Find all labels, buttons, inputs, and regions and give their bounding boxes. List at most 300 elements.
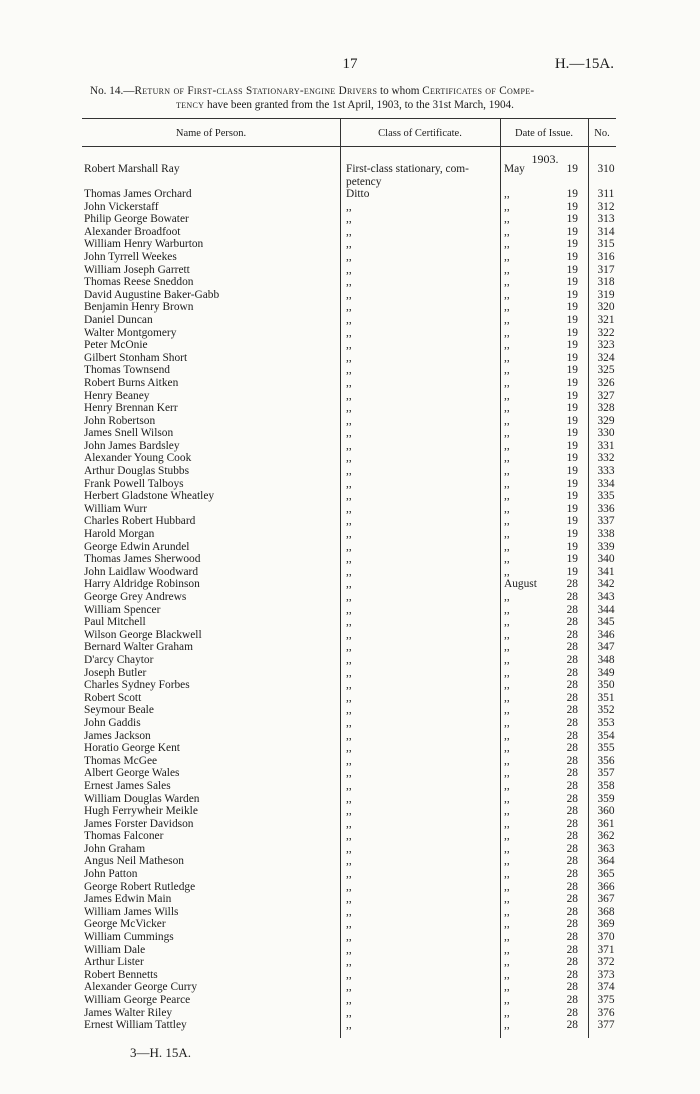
person-name: James Edwin Main: [84, 893, 172, 906]
table-row: [84, 969, 624, 982]
heading-prefix: No. 14.—: [90, 85, 135, 97]
issue-day: 19: [566, 213, 578, 226]
table-body: [84, 163, 624, 1032]
issue-month: ,,: [504, 288, 510, 301]
issue-day: 19: [566, 225, 578, 238]
issue-day: 28: [566, 729, 578, 742]
issue-day: 28: [566, 1006, 578, 1019]
certificate-number: 318: [597, 276, 615, 289]
issue-day: 19: [566, 238, 578, 251]
certificate-class: ,,: [346, 591, 352, 603]
table-row: [84, 692, 624, 705]
certificate-number: 353: [597, 716, 615, 729]
issue-day: 28: [566, 603, 578, 616]
issue-day: 19: [566, 414, 578, 427]
issue-month: ,,: [504, 679, 510, 692]
person-name: Herbert Gladstone Wheatley: [84, 490, 215, 503]
person-name: Gilbert Stonham Short: [84, 351, 188, 364]
issue-month: ,,: [504, 817, 510, 830]
table-row: [84, 981, 624, 994]
issue-day: 19: [566, 200, 578, 213]
issue-month: ,,: [504, 905, 510, 918]
table-row: [84, 641, 624, 654]
certificate-number: 375: [597, 994, 615, 1006]
issue-month: ,,: [504, 603, 510, 616]
table-row: [84, 843, 624, 856]
issue-month: ,,: [504, 439, 510, 452]
person-name: James Walter Riley: [84, 1006, 173, 1019]
certificate-class: ,,: [346, 767, 352, 780]
certificate-number: 372: [597, 956, 615, 969]
issue-day: 28: [566, 742, 578, 755]
certificate-class: ,,: [346, 376, 352, 389]
issue-month: ,,: [504, 465, 510, 478]
certificate-class: ,,: [346, 868, 352, 881]
issue-day: 19: [566, 376, 578, 389]
certificate-class: ,,: [346, 263, 352, 276]
issue-month: ,,: [504, 490, 510, 503]
issue-month: ,,: [504, 553, 510, 566]
certificate-number: 367: [597, 893, 615, 906]
issue-day: 19: [566, 565, 578, 578]
person-name: John Patton: [84, 868, 138, 881]
issue-day: 28: [566, 830, 578, 843]
table-row: [84, 881, 624, 894]
certificate-number: 325: [597, 364, 615, 377]
table-row: [84, 478, 624, 491]
table-row: [84, 616, 624, 629]
issue-day: 28: [566, 956, 578, 969]
table-row: [84, 251, 624, 264]
person-name: Alexander Young Cook: [84, 452, 192, 465]
issue-day: 28: [566, 716, 578, 729]
issue-month: ,,: [504, 225, 510, 238]
certificate-class: ,,: [346, 956, 352, 969]
person-name: Benjamin Henry Brown: [84, 301, 194, 314]
issue-month: ,,: [504, 326, 510, 339]
certificate-number: 339: [597, 540, 615, 553]
certificate-class: ,,: [346, 301, 352, 314]
certificate-class: ,,: [346, 754, 352, 767]
certificate-number: 374: [597, 981, 615, 994]
certificate-class: ,,: [346, 653, 352, 666]
issue-month: ,,: [504, 742, 510, 755]
page-number: 17: [342, 56, 358, 72]
issue-month: ,,: [504, 779, 510, 792]
issue-day: 28: [566, 805, 578, 818]
table-row: [84, 289, 624, 302]
certificate-class: Ditto: [346, 188, 370, 200]
table-row: [84, 667, 624, 680]
issue-month: ,,: [504, 956, 510, 969]
person-name: Arthur Douglas Stubbs: [84, 465, 190, 478]
issue-day: 19: [566, 301, 578, 314]
issue-month: ,,: [504, 1006, 510, 1019]
certificate-class: ,,: [346, 981, 352, 994]
person-name: David Augustine Baker-Gabb: [84, 288, 220, 301]
certificate-number: 361: [597, 817, 615, 830]
year-label: 1903.: [531, 152, 559, 166]
issue-day: 28: [566, 792, 578, 805]
certificate-class: ,,: [346, 716, 352, 729]
certificate-number: 352: [597, 704, 615, 717]
certificate-class: ,,: [346, 427, 352, 440]
issue-month: ,,: [504, 339, 510, 352]
certificate-class: ,,: [346, 364, 352, 377]
table-row: [84, 780, 624, 793]
issue-month: ,,: [504, 364, 510, 377]
certificate-number: 368: [597, 905, 615, 918]
person-name: William Wurr: [84, 502, 148, 515]
table-row: [84, 931, 624, 944]
certificate-class: ,,: [346, 1006, 352, 1019]
certificate-number: 349: [597, 666, 615, 679]
certificate-number: 333: [597, 465, 615, 478]
person-name: William Dale: [84, 943, 146, 956]
issue-month: ,,: [504, 414, 510, 427]
certificate-class: ,,: [346, 238, 352, 251]
certificate-class: ,,: [346, 603, 352, 616]
certificate-number: 364: [597, 855, 615, 868]
certificate-class: ,,: [346, 276, 352, 289]
certificate-number: 310: [597, 163, 615, 175]
person-name: Seymour Beale: [84, 704, 154, 717]
person-name: John Robertson: [84, 414, 156, 427]
table-row: [84, 818, 624, 831]
table-row: [84, 402, 624, 415]
table-row: [84, 364, 624, 377]
issue-month: ,,: [504, 868, 510, 881]
issue-month: ,,: [504, 968, 510, 981]
certificate-class: ,,: [346, 679, 352, 692]
certificate-class: ,,: [346, 1019, 352, 1032]
issue-month: ,,: [504, 213, 510, 226]
certificate-number: 373: [597, 968, 615, 981]
person-name: John Tyrrell Weekes: [84, 250, 177, 263]
issue-day: 28: [566, 943, 578, 956]
certificate-number: 316: [597, 250, 615, 263]
certificate-number: 326: [597, 376, 615, 389]
certificate-class: ,,: [346, 490, 352, 503]
issue-month: ,,: [504, 427, 510, 440]
table-row: [84, 578, 624, 591]
certificate-number: 355: [597, 742, 615, 755]
table-row: [84, 956, 624, 969]
certificate-number: 360: [597, 805, 615, 818]
person-name: Thomas Townsend: [84, 364, 170, 377]
table-row: [84, 213, 624, 226]
table-row: [84, 629, 624, 642]
certificate-class: ,,: [346, 880, 352, 893]
issue-month: ,,: [504, 805, 510, 818]
person-name: Henry Brennan Kerr: [84, 402, 178, 415]
certificate-class: ,,: [346, 905, 352, 918]
issue-month: ,,: [504, 502, 510, 515]
issue-day: 19: [566, 553, 578, 566]
certificate-number: 343: [597, 591, 615, 603]
certificate-class: ,,: [346, 250, 352, 263]
certificate-class: ,,: [346, 553, 352, 566]
table-top-rule: [82, 118, 616, 119]
issue-month: ,,: [504, 880, 510, 893]
table-row: [84, 906, 624, 919]
table-row: [84, 327, 624, 340]
certificate-number: 336: [597, 502, 615, 515]
issue-month: ,,: [504, 565, 510, 578]
issue-month: ,,: [504, 1019, 510, 1032]
table-row: [84, 503, 624, 516]
certificate-number: 334: [597, 477, 615, 490]
certificate-number: 363: [597, 842, 615, 855]
certificate-number: 350: [597, 679, 615, 692]
table-row: [84, 427, 624, 440]
certificate-number: 358: [597, 779, 615, 792]
person-name: Harry Aldridge Robinson: [84, 578, 200, 591]
certificate-number: 365: [597, 868, 615, 881]
issue-month: ,,: [504, 691, 510, 704]
certificate-class: ,,: [346, 742, 352, 755]
heading-title-2: Certificates of Compe-: [422, 85, 535, 97]
table-row: [84, 604, 624, 617]
table-row: [84, 377, 624, 390]
issue-day: 19: [566, 326, 578, 339]
certificate-class: ,,: [346, 779, 352, 792]
certificate-class: ,,: [346, 666, 352, 679]
person-name: William Joseph Garrett: [84, 263, 190, 276]
table-row: [84, 755, 624, 768]
certificate-class: ,,: [346, 994, 352, 1006]
issue-day: 19: [566, 490, 578, 503]
person-name: Robert Scott: [84, 691, 142, 704]
table-row: [84, 654, 624, 667]
certificate-class: ,,: [346, 805, 352, 818]
person-name: George Edwin Arundel: [84, 540, 190, 553]
certificate-number: 321: [597, 313, 615, 326]
person-name: Thomas James Sherwood: [84, 553, 201, 566]
certificate-number: 324: [597, 351, 615, 364]
person-name: Wilson George Blackwell: [84, 628, 202, 641]
issue-day: 19: [566, 313, 578, 326]
certificate-class: ,,: [346, 288, 352, 301]
table-row: [84, 339, 624, 352]
document-reference: H.—15A.: [554, 56, 614, 72]
issue-month: ,,: [504, 943, 510, 956]
person-name: James Snell Wilson: [84, 427, 174, 440]
certificate-number: 356: [597, 754, 615, 767]
person-name: Horatio George Kent: [84, 742, 180, 755]
issue-month: ,,: [504, 754, 510, 767]
certificate-class: ,,: [346, 465, 352, 478]
certificate-number: 347: [597, 641, 615, 654]
table-row: [84, 390, 624, 403]
certificate-class: ,,: [346, 313, 352, 326]
certificate-number: 351: [597, 691, 615, 704]
issue-day: 19: [566, 163, 578, 175]
issue-day: 19: [566, 188, 578, 200]
certificate-class: ,,: [346, 452, 352, 465]
certificate-class: ,,: [346, 402, 352, 415]
person-name: Harold Morgan: [84, 528, 155, 541]
table-row: [84, 730, 624, 743]
issue-day: 19: [566, 465, 578, 478]
certificate-number: 377: [597, 1019, 615, 1032]
person-name: Robert Burns Aitken: [84, 376, 179, 389]
issue-month: ,,: [504, 830, 510, 843]
table-row: [84, 465, 624, 478]
issue-day: 19: [566, 351, 578, 364]
person-name: John Laidlaw Woodward: [84, 565, 199, 578]
certificate-number: 348: [597, 653, 615, 666]
person-name: Henry Beaney: [84, 389, 150, 402]
issue-month: ,,: [504, 981, 510, 994]
certificate-number: 312: [597, 200, 615, 213]
issue-month: ,,: [504, 276, 510, 289]
issue-month: ,,: [504, 666, 510, 679]
table-row: [84, 238, 624, 251]
person-name: Bernard Walter Graham: [84, 641, 193, 654]
issue-day: 19: [566, 452, 578, 465]
table-row: [84, 1007, 624, 1020]
certificate-number: 344: [597, 603, 615, 616]
certificate-number: 341: [597, 565, 615, 578]
issue-day: 28: [566, 628, 578, 641]
issue-month: ,,: [504, 616, 510, 629]
issue-day: 28: [566, 578, 578, 591]
certificate-number: 331: [597, 439, 615, 452]
footer-signature: 3—H. 15A.: [130, 1045, 192, 1060]
issue-day: 28: [566, 918, 578, 931]
certificate-class: ,,: [346, 628, 352, 641]
certificate-class: ,,: [346, 326, 352, 339]
person-name: Arthur Lister: [84, 956, 144, 969]
table-row: [84, 541, 624, 554]
issue-month: ,,: [504, 250, 510, 263]
person-name: William Henry Warburton: [84, 238, 204, 251]
issue-day: 28: [566, 754, 578, 767]
issue-month: ,,: [504, 313, 510, 326]
person-name: William Douglas Warden: [84, 792, 200, 805]
issue-month: ,,: [504, 301, 510, 314]
certificate-class: ,,: [346, 943, 352, 956]
table-row: [84, 704, 624, 717]
table-row: [84, 276, 624, 289]
certificate-class: ,,: [346, 729, 352, 742]
person-name: Philip George Bowater: [84, 213, 189, 226]
certificate-number: 335: [597, 490, 615, 503]
issue-day: 28: [566, 994, 578, 1006]
certificate-class: ,,: [346, 641, 352, 654]
table-row: [84, 528, 624, 541]
issue-day: 19: [566, 250, 578, 263]
issue-month: ,,: [504, 716, 510, 729]
certificate-class: ,,: [346, 200, 352, 213]
certificate-number: 315: [597, 238, 615, 251]
table-row: [84, 415, 624, 428]
header-date: Date of Issue.: [514, 128, 574, 139]
issue-day: 28: [566, 968, 578, 981]
certificate-number: 376: [597, 1006, 615, 1019]
person-name: Thomas Reese Sneddon: [84, 276, 194, 289]
header-no: No.: [594, 128, 610, 139]
person-name: Albert George Wales: [84, 767, 180, 780]
certificate-class: ,,: [346, 477, 352, 490]
certificate-class: ,,: [346, 616, 352, 629]
issue-month: ,,: [504, 918, 510, 931]
person-name: Peter McOnie: [84, 339, 148, 352]
issue-day: 19: [566, 528, 578, 541]
certificate-class: ,,: [346, 389, 352, 402]
person-name: William Spencer: [84, 603, 161, 616]
certificate-number: 366: [597, 880, 615, 893]
person-name: Thomas Falconer: [84, 830, 164, 843]
issue-day: 19: [566, 402, 578, 415]
certificate-class: ,,: [346, 817, 352, 830]
issue-day: 28: [566, 842, 578, 855]
person-name: William Cummings: [84, 931, 174, 944]
issue-month: ,,: [504, 540, 510, 553]
issue-month: ,,: [504, 515, 510, 528]
table-header-rule: [82, 146, 616, 147]
issue-month: ,,: [504, 653, 510, 666]
table-row: [84, 893, 624, 906]
issue-month: ,,: [504, 931, 510, 944]
issue-day: 19: [566, 339, 578, 352]
certificate-class: ,,: [346, 855, 352, 868]
heading-line2-sc: tency: [176, 99, 205, 111]
issue-day: 28: [566, 868, 578, 881]
issue-day: 28: [566, 767, 578, 780]
certificate-number: 342: [597, 578, 615, 591]
certificate-class: ,,: [346, 842, 352, 855]
issue-day: 28: [566, 616, 578, 629]
certificate-class: ,,: [346, 515, 352, 528]
table-row: [84, 314, 624, 327]
header-name: Name of Person.: [175, 128, 247, 139]
issue-month: ,,: [504, 376, 510, 389]
person-name: Joseph Butler: [84, 666, 147, 679]
table-row: [84, 515, 624, 528]
heading-line2: have been granted from the 1st April, 1903, to the 31st March, 1904.: [204, 99, 514, 111]
person-name: John Vickerstaff: [84, 200, 159, 213]
certificate-number: 330: [597, 427, 615, 440]
issue-month: ,,: [504, 704, 510, 717]
issue-month: ,,: [504, 477, 510, 490]
person-name: Charles Sydney Forbes: [84, 679, 190, 692]
issue-day: 19: [566, 389, 578, 402]
certificate-number: 369: [597, 918, 615, 931]
issue-month: ,,: [504, 188, 510, 200]
certificate-number: 313: [597, 213, 615, 226]
issue-day: 28: [566, 931, 578, 944]
table-heading: [90, 84, 622, 112]
issue-day: 28: [566, 855, 578, 868]
issue-month: ,,: [504, 402, 510, 415]
issue-day: 28: [566, 1019, 578, 1032]
person-name: Robert Bennetts: [84, 968, 158, 981]
person-name: Thomas James Orchard: [84, 188, 192, 200]
issue-day: 19: [566, 477, 578, 490]
issue-month: ,,: [504, 994, 510, 1006]
table-row: [84, 553, 624, 566]
certificate-number: 329: [597, 414, 615, 427]
certificate-number: 338: [597, 528, 615, 541]
person-name: George McVicker: [84, 918, 166, 931]
certificate-number: 340: [597, 553, 615, 566]
issue-day: 28: [566, 691, 578, 704]
issue-day: 19: [566, 364, 578, 377]
certificate-class: ,,: [346, 439, 352, 452]
certificate-number: 371: [597, 943, 615, 956]
